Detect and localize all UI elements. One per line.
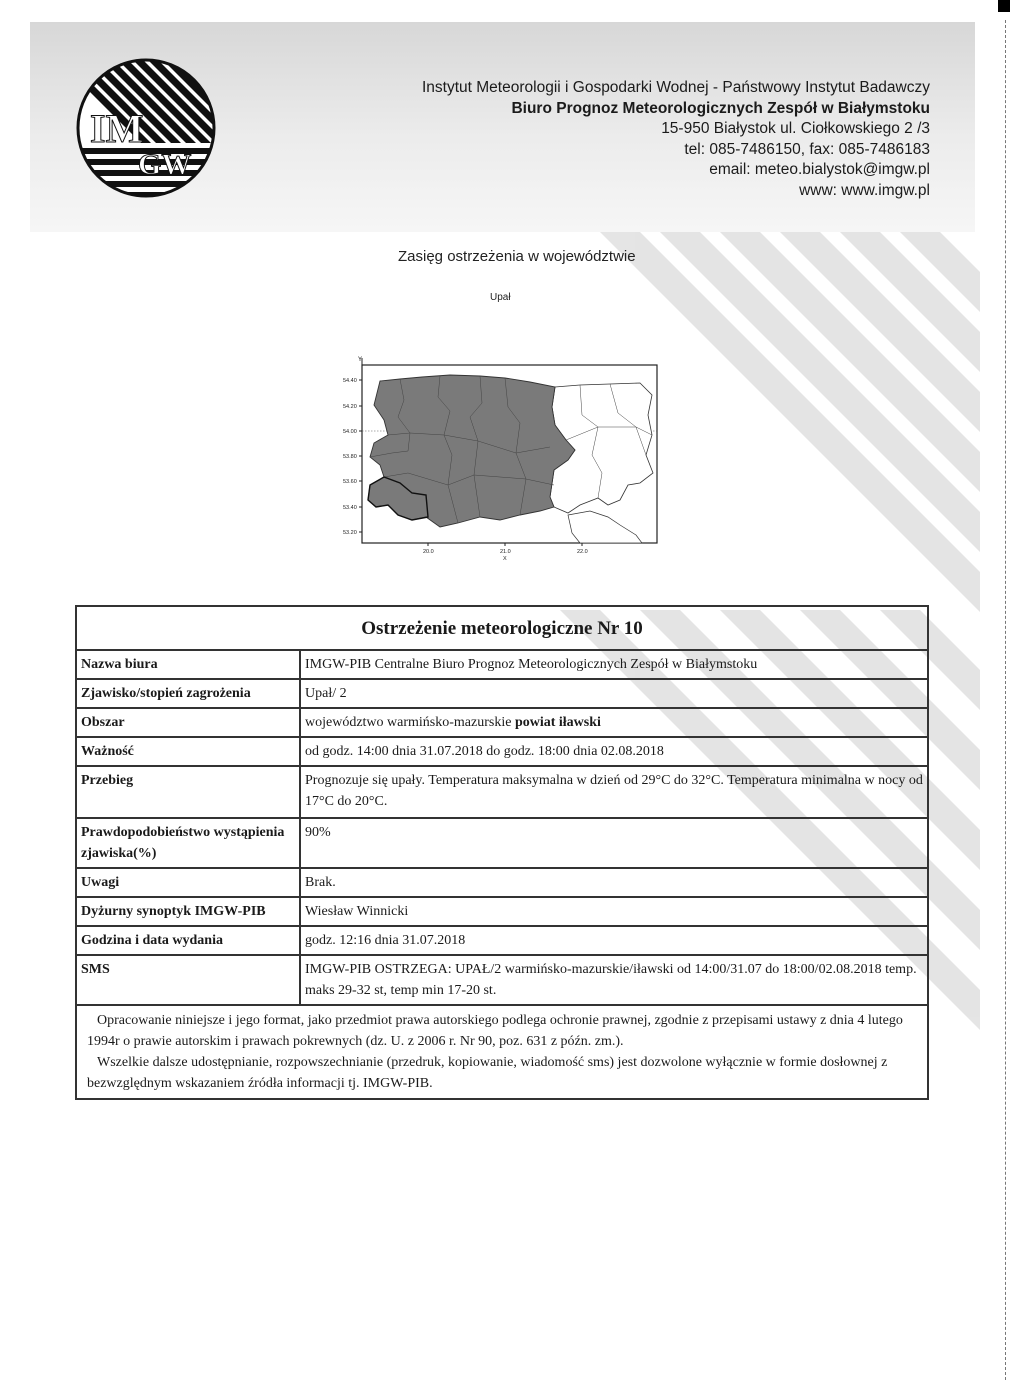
table-row xyxy=(76,818,928,868)
y-tick-label: 53.80 xyxy=(343,454,357,460)
row-value-office: IMGW-PIB Centralne Biuro Prognoz Meteorologicznych Zespół w Białymstoku xyxy=(300,650,928,679)
row-value-sms: IMGW-PIB OSTRZEGA: UPAŁ/2 warmińsko-mazurskie/iławski od 14:00/31.07 do 18:00/02.08.2018 temp. maks 29-32 st, temp min 17-20 st. xyxy=(300,955,928,1005)
area-voivodeship: województwo warmińsko-mazurskie xyxy=(305,715,512,730)
row-label-forecaster: Dyżurny synoptyk IMGW-PIB xyxy=(76,897,300,926)
y-tick-label: 53.40 xyxy=(343,505,357,511)
office-name: Biuro Prognoz Meteorologicznych Zespół w Białymstoku xyxy=(511,99,930,117)
logo-text-bottom: GW xyxy=(138,148,192,181)
office-www: www: www.imgw.pl xyxy=(799,181,930,199)
row-label-issued: Godzina i data wydania xyxy=(76,926,300,955)
warning-title: Ostrzeżenie meteorologiczne Nr 10 xyxy=(76,606,928,650)
x-tick-label: 22.0 xyxy=(577,549,588,555)
table-row xyxy=(76,679,928,708)
table-row xyxy=(76,955,928,1005)
copyright-notice xyxy=(76,1005,928,1099)
row-value-validity: od godz. 14:00 dnia 31.07.2018 do godz. 18:00 dnia 02.08.2018 xyxy=(300,737,928,766)
office-email: email: meteo.bialystok@imgw.pl xyxy=(709,161,930,178)
x-tick-label: 21.0 xyxy=(500,549,511,555)
row-label-phenomenon: Zjawisko/stopień zagrożenia xyxy=(76,679,300,708)
table-row xyxy=(76,708,928,737)
row-value-course: Prognozuje się upały. Temperatura maksymalna w dzień od 29°C do 32°C. Temperatura minimalna w nocy od 17°C do 20°C. xyxy=(300,766,928,818)
table-row xyxy=(76,766,928,818)
row-label-remarks: Uwagi xyxy=(76,868,300,897)
table-row xyxy=(76,897,928,926)
area-county: powiat iławski xyxy=(514,715,601,730)
table-row xyxy=(76,650,928,679)
row-label-sms: SMS xyxy=(76,955,300,1005)
header-contact-block xyxy=(422,78,930,201)
map-subtitle: Upał xyxy=(490,292,511,303)
table-row xyxy=(76,737,928,766)
redistribution-paragraph: Wszelkie dalsze udostępnianie, rozpowszechnianie (przedruk, kopiowanie, wiadomość sms) jest dozwolone wyłącznie w formie dosłownej z bezwzględnym wskazaniem źródła informacji tj. IMGW-PIB. xyxy=(87,1055,888,1091)
row-value-phenomenon: Upał/ 2 xyxy=(300,679,928,708)
imgw-logo xyxy=(76,58,216,198)
institute-name: Instytut Meteorologii i Gospodarki Wodnej - Państwowy Instytut Badawczy xyxy=(422,79,930,96)
table-row xyxy=(76,926,928,955)
y-tick-label: 54.20 xyxy=(343,404,357,410)
row-value-issued: godz. 12:16 dnia 31.07.2018 xyxy=(300,926,928,955)
row-value-remarks: Brak. xyxy=(300,868,928,897)
map-x-axis-label: X xyxy=(503,556,507,562)
y-tick-label: 54.40 xyxy=(343,378,357,384)
logo-text-top: IM xyxy=(90,106,144,151)
map-region-warning xyxy=(368,375,575,527)
row-label-validity: Ważność xyxy=(76,737,300,766)
map-title: Zasięg ostrzeżenia w województwie xyxy=(398,248,636,265)
y-tick-label: 54.00 xyxy=(343,429,357,435)
row-value-forecaster: Wiesław Winnicki xyxy=(300,897,928,926)
row-value-probability: 90% xyxy=(300,818,928,868)
copyright-paragraph: Opracowanie niniejsze i jego format, jako przedmiot prawa autorskiego podlega ochronie prawnej, zgodnie z przepisami ustawy z dnia 4 lutego 1994r o prawie autorskim i prawach pokrewnych (dz. U. z 2006 r. Nr 90, poz. 631 z późn. zm.). xyxy=(87,1013,903,1049)
scan-edge-mark xyxy=(998,0,1010,12)
warning-map xyxy=(340,355,680,570)
row-value-area xyxy=(300,708,928,737)
office-address: 15-950 Białystok ul. Ciołkowskiego 2 /3 xyxy=(661,120,930,137)
row-label-office: Nazwa biura xyxy=(76,650,300,679)
warning-table xyxy=(75,605,929,1100)
row-label-probability: Prawdopodobieństwo wystąpienia zjawiska(%) xyxy=(76,818,300,868)
table-row xyxy=(76,868,928,897)
y-tick-label: 53.20 xyxy=(343,530,357,536)
scan-edge-line xyxy=(1004,20,1006,1380)
office-phone: tel: 085-7486150, fax: 085-7486183 xyxy=(684,140,930,158)
row-label-course: Przebieg xyxy=(76,766,300,818)
map-y-axis-label: Y xyxy=(358,357,363,363)
row-label-area: Obszar xyxy=(76,708,300,737)
x-tick-label: 20.0 xyxy=(423,549,434,555)
y-tick-label: 53.60 xyxy=(343,479,357,485)
